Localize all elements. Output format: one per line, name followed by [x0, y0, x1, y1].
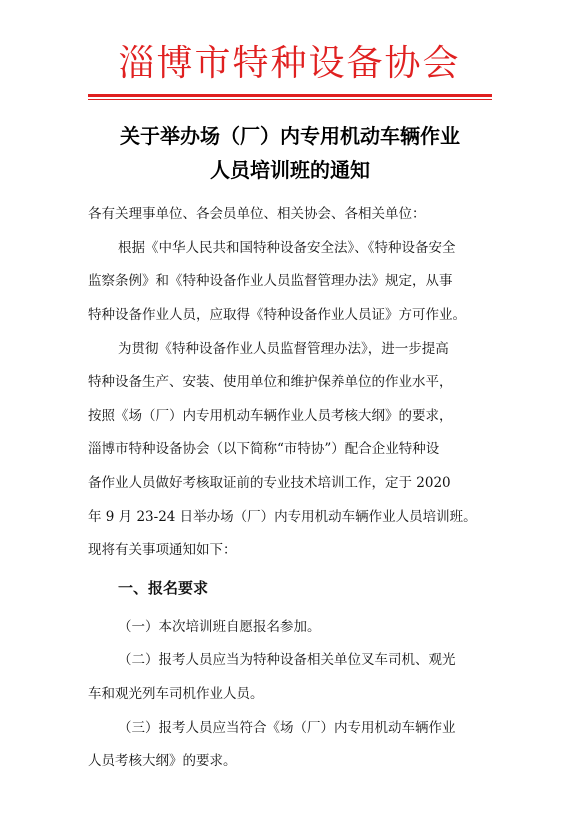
- paragraph-line: 根据《中华人民共和国特种设备安全法》、《特种设备安全: [118, 240, 456, 256]
- paragraph-line: 为贯彻《特种设备作业人员监督管理办法》，进一步提高: [118, 341, 449, 357]
- paragraph-line: 年 9 月 23-24 日举办场（厂）内专用机动车辆作业人员培训班。: [88, 509, 477, 525]
- paragraph-line: 备作业人员做好考核取证前的专业技术培训工作，定于 2020: [88, 475, 451, 491]
- paragraph-line: 按照《场（厂）内专用机动车辆作业人员考核大纲》的要求，: [88, 408, 453, 424]
- paragraph-line: 淄博市特种设备协会（以下简称“市特协”）配合企业特种设: [88, 441, 440, 457]
- paragraph-line: 特种设备生产、安装、使用单位和维护保养单位的作业水平，: [88, 374, 453, 390]
- letterhead-thin-rule: [88, 99, 492, 100]
- document-title-line-1: 关于举办场（厂）内专用机动车辆作业: [120, 124, 460, 148]
- section-heading: 一、报名要求: [118, 579, 209, 597]
- salutation: 各有关理事单位、各会员单位、相关协会、各相关单位：: [88, 206, 426, 222]
- list-item: （一）本次培训班自愿报名参加。: [118, 619, 321, 635]
- paragraph-line: 监察条例》和《特种设备作业人员监督管理办法》规定，从事: [88, 273, 453, 289]
- org-letterhead-title: 淄博市特种设备协会: [118, 43, 461, 84]
- list-item-continuation: 人员考核大纲》的要求。: [88, 753, 237, 769]
- paragraph-line: 特种设备作业人员，应取得《特种设备作业人员证》方可作业。: [88, 307, 466, 323]
- list-item: （二）报考人员应当为特种设备相关单位叉车司机、观光: [118, 652, 456, 668]
- paragraph-line: 现将有关事项通知如下：: [88, 542, 237, 558]
- list-item-continuation: 车和观光列车司机作业人员。: [88, 686, 264, 702]
- list-item: （三）报考人员应当符合《场（厂）内专用机动车辆作业: [118, 720, 456, 736]
- letterhead-thick-rule: [88, 94, 492, 97]
- document-title-line-2: 人员培训班的通知: [210, 158, 370, 182]
